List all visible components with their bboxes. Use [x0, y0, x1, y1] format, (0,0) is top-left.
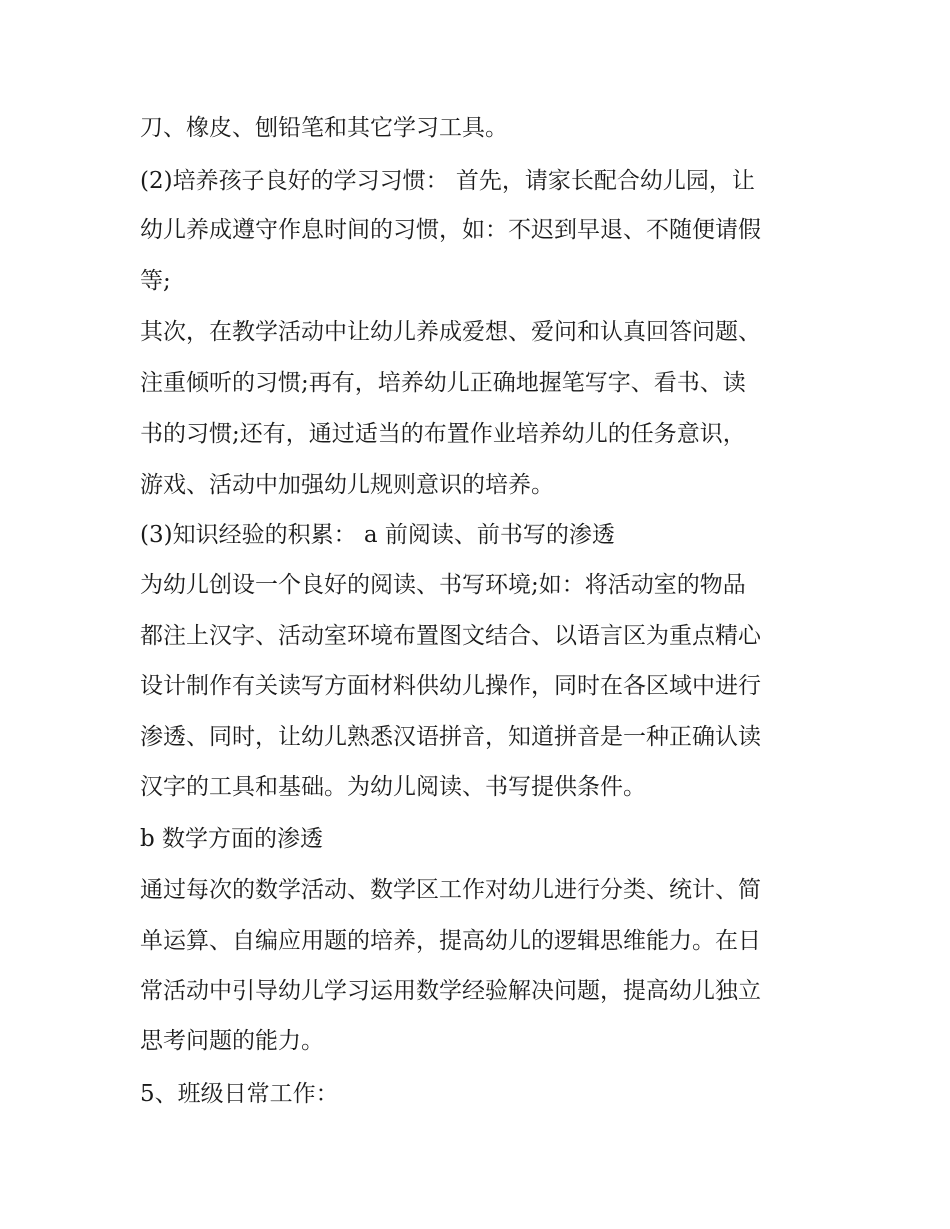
text-line-19: 思考问题的能力。 — [140, 1028, 324, 1054]
text-line-1: 刀、橡皮、刨铅笔和其它学习工具。 — [140, 115, 508, 141]
text-line-17: 单运算、自编应用题的培养，提高幼儿的逻辑思维能力。在日 — [140, 928, 761, 954]
text-line-9: (3)知识经验的积累： a 前阅读、前书写的渗透 — [140, 522, 615, 548]
text-line-5: 其次，在教学活动中让幼儿养成爱想、爱问和认真回答问题、 — [140, 319, 761, 345]
text-line-2: (2)培养孩子良好的学习习惯： 首先，请家长配合幼儿园，让 — [140, 168, 755, 194]
text-line-13: 渗透、同时，让幼儿熟悉汉语拼音，知道拼音是一种正确认读 — [140, 724, 761, 750]
text-line-20: 5、班级日常工作： — [140, 1081, 339, 1107]
text-line-4: 等; — [140, 268, 171, 294]
text-line-8: 游戏、活动中加强幼儿规则意识的培养。 — [140, 472, 554, 498]
text-line-10: 为幼儿创设一个良好的阅读、书写环境;如：将活动室的物品 — [140, 572, 746, 598]
text-line-11: 都注上汉字、活动室环境布置图文结合、以语言区为重点精心 — [140, 623, 761, 649]
text-line-16: 通过每次的数学活动、数学区工作对幼儿进行分类、统计、简 — [140, 877, 761, 903]
text-line-3: 幼儿养成遵守作息时间的习惯，如：不迟到早退、不随便请假 — [140, 217, 761, 243]
text-line-14: 汉字的工具和基础。为幼儿阅读、书写提供条件。 — [140, 774, 646, 800]
text-line-15: b 数学方面的渗透 — [140, 826, 324, 852]
text-line-6: 注重倾听的习惯;再有，培养幼儿正确地握笔写字、看书、读 — [140, 370, 746, 396]
text-line-18: 常活动中引导幼儿学习运用数学经验解决问题，提高幼儿独立 — [140, 978, 761, 1004]
text-line-12: 设计制作有关读写方面材料供幼儿操作，同时在各区域中进行 — [140, 673, 761, 699]
text-line-7: 书的习惯;还有，通过适当的布置作业培养幼儿的任务意识， — [140, 421, 746, 447]
